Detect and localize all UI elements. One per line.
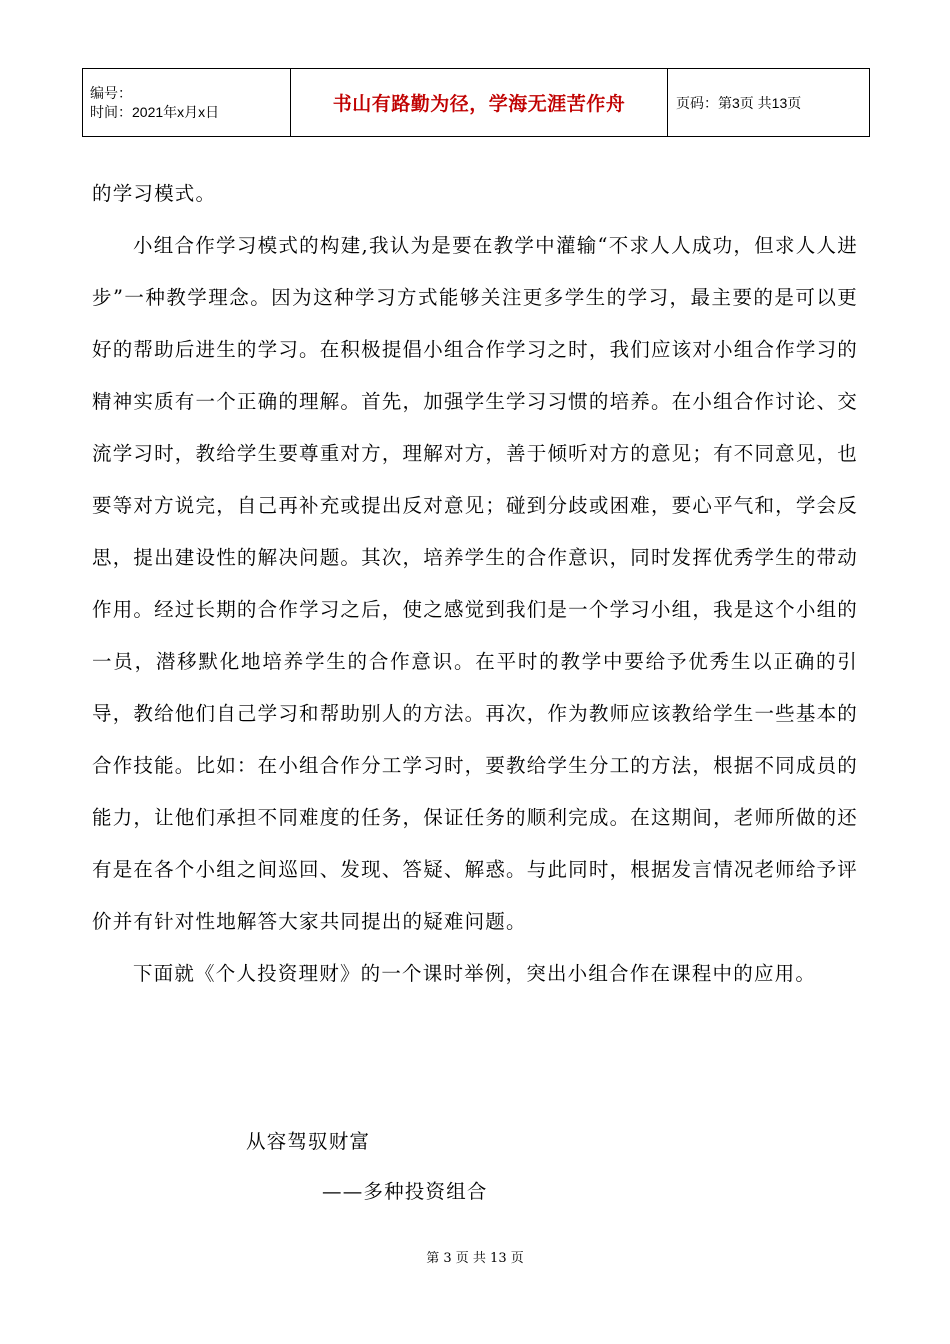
paragraph-continuation: 的学习模式。 xyxy=(92,182,217,205)
paragraph-example-intro: 下面就《个人投资理财》的一个课时举例，突出小组合作在课程中的应用。 xyxy=(132,962,817,985)
body-text xyxy=(92,168,858,1000)
header-page-code: 页码：第3页 共13页 xyxy=(668,69,870,137)
paragraph-main: 小组合作学习模式的构建,我认为是要在教学中灌输“不求人人成功，但求人人进步”一种教学理念。因为这种学习方式能够关注更多学生的学习，最主要的是可以更好的帮助后进生的学习。在积极提倡小组合作学习之时，我们应该对小组合作学习的精神实质有一个正确的理解。首先，加强学生学习习惯的培养。在小组合作讨论、交流学习时，教给学生要尊重对方，理解对方，善于倾听对方的意见；有不同意见，也要等对方说完，自己再补充或提出反对意见；碰到分歧或困难，要心平气和，学会反思，提出建设性的解决问题。其次，培养学生的合作意识，同时发挥优秀学生的带动作用。经过长期的合作学习之后，使之感觉到我们是一个学习小组，我是这个小组的一员，潜移默化地培养学生的合作意识。在平时的教学中要给予优秀生以正确的引导，教给他们自己学习和帮助别人的方法。再次，作为教师应该教给学生一些基本的合作技能。比如：在小组合作分工学习时，要教给学生分工的方法，根据不同成员的能力，让他们承担不同难度的任务，保证任务的顺利完成。在这期间，老师所做的还有是在各个小组之间巡回、发现、答疑、解惑。与此同时，根据发言情况老师给予评价并有针对性地解答大家共同提出的疑难问题。 xyxy=(92,234,858,933)
lesson-title: 从容驾驭财富 xyxy=(246,1130,371,1153)
header-info-cell xyxy=(83,69,291,137)
header-motto: 书山有路勤为径，学海无涯苦作舟 xyxy=(291,69,668,137)
lesson-subtitle: ——多种投资组合 xyxy=(322,1180,488,1203)
page-header-table xyxy=(82,68,870,137)
date-label: 时间：2021年x月x日 xyxy=(90,103,220,120)
page-footer: 第 3 页 共 13 页 xyxy=(426,1251,524,1266)
serial-number-label: 编号： xyxy=(90,84,132,101)
